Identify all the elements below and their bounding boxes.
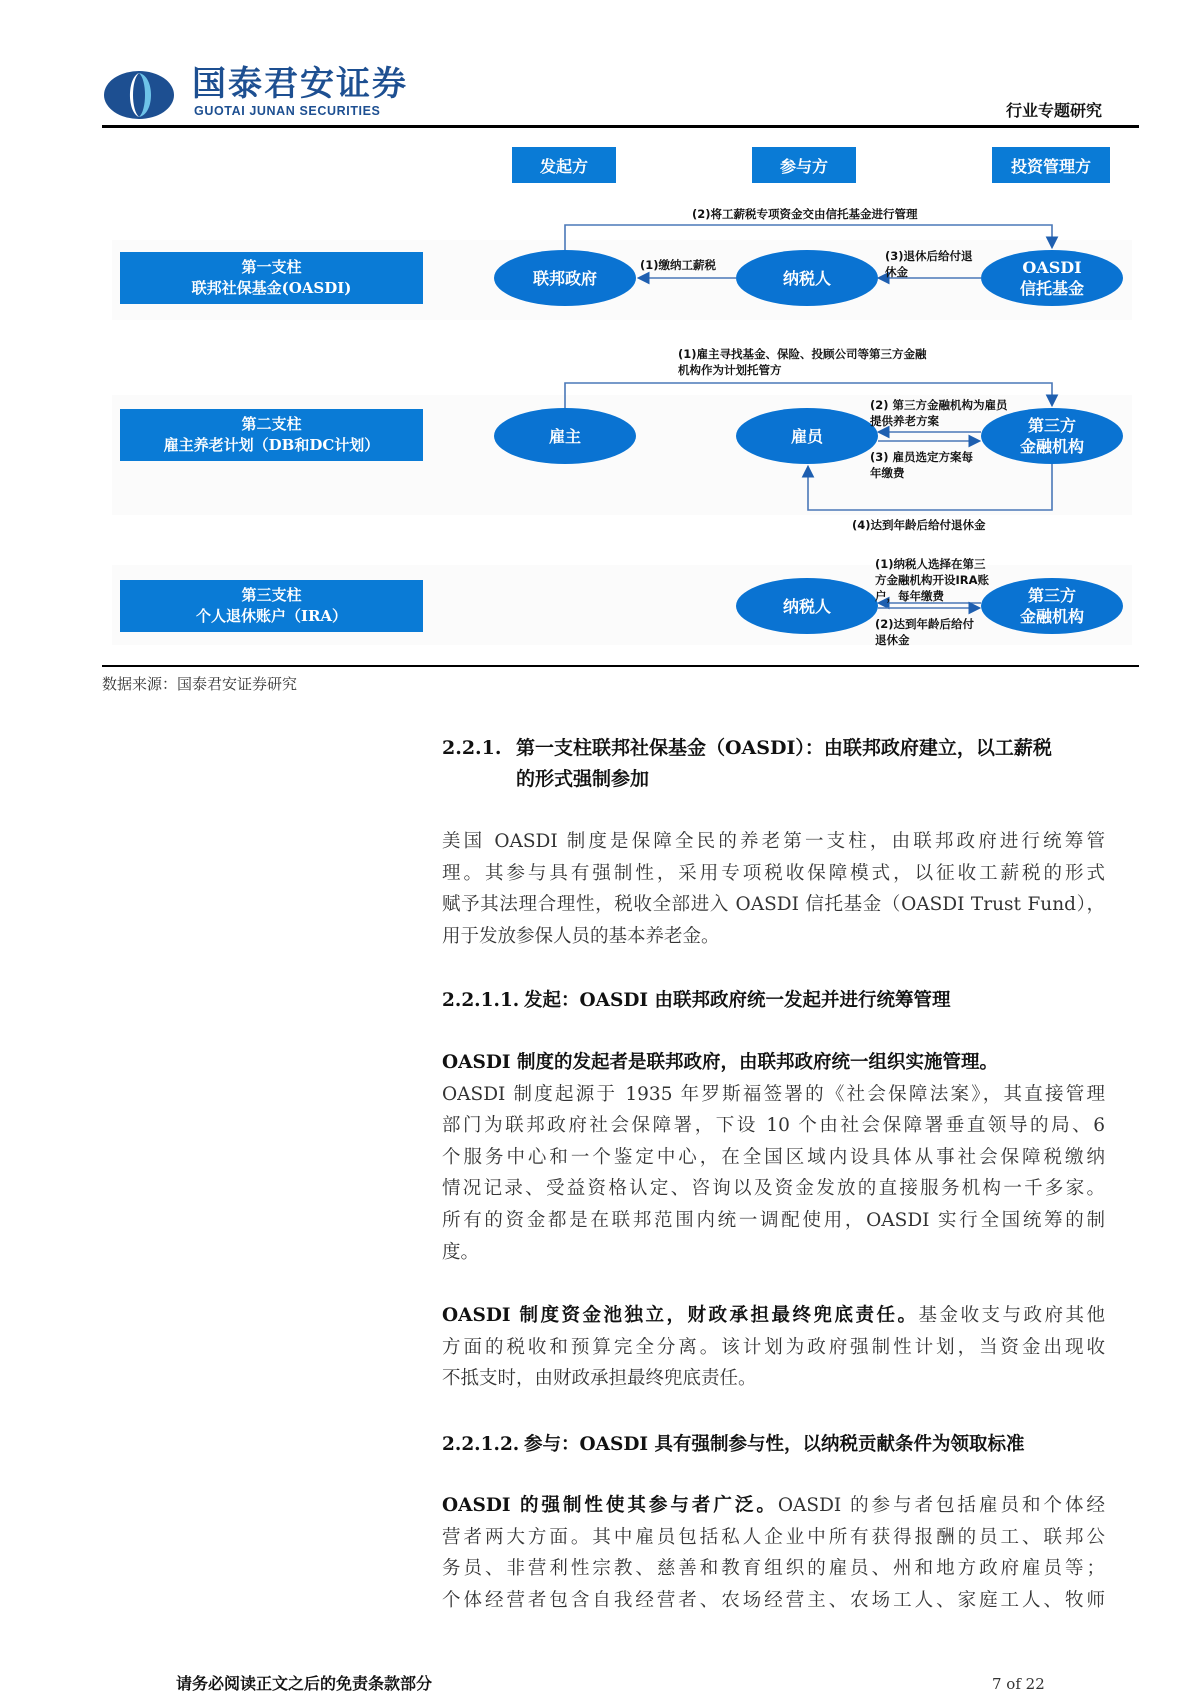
node-federal-government: 联邦政府: [494, 250, 636, 306]
figure-source: 数据来源：国泰君安证券研究: [102, 675, 298, 693]
node-oasdi-trust-fund: [981, 250, 1123, 306]
heading-2-2-1-2: 2.2.1.2. 参与：OASDI 具有强制参与性，以纳税贡献条件为领取标准: [442, 1434, 1025, 1455]
flow-label: (1)纳税人选择在第三 方金融机构开设IRA账 户，每年缴费: [875, 557, 990, 603]
paragraph-fund-pool: OASDI 制度资金池独立，财政承担最终兜底责任。基金收支与政府其他 方面的税收和预算完全分离。该计划为政府强制性计划，当资金出现收 不抵支时，由财政承担最终兜底责任。: [442, 1305, 1105, 1390]
flow-label: (2)将工薪税专项资金交由信托基金进行管理: [692, 207, 918, 221]
pillar-name: 雇主养老计划（DB和DC计划）: [163, 436, 380, 454]
node-label: 第三方: [1027, 586, 1076, 605]
pillar-title: 第二支柱: [241, 415, 302, 433]
footer-disclaimer: 请务必阅读正文之后的免责条款部分: [176, 1674, 433, 1693]
arrow-row1-top: [565, 225, 1052, 250]
flow-label: (1)雇主寻找基金、保险、投顾公司等第三方金融 机构作为计划托管方: [678, 347, 927, 377]
node-taxpayer: 纳税人: [736, 578, 878, 634]
heading-2-2-1-cont: 的形式强制参加: [516, 768, 650, 790]
node-taxpayer: 纳税人: [736, 250, 878, 306]
node-label: 金融机构: [1019, 607, 1084, 626]
column-header-participant: 参与方: [752, 147, 856, 183]
page-number: 7 of 22: [992, 1675, 1045, 1693]
node-label: 信托基金: [1019, 279, 1084, 298]
node-label: 第三方: [1027, 416, 1076, 435]
flow-label: (1)缴纳工薪税: [640, 258, 717, 272]
node-employer: 雇主: [494, 408, 636, 464]
heading-2-2-1-1: 2.2.1.1. 发起：OASDI 由联邦政府统一发起并进行统筹管理: [442, 990, 951, 1011]
report-type: 行业专题研究: [1005, 101, 1102, 120]
flow-label: (2)达到年龄后给付 退休金: [875, 617, 975, 647]
column-header-investment-manager: 投资管理方: [992, 147, 1110, 183]
node-third-party-institution: [981, 578, 1123, 634]
pillar-name: 联邦社保基金(OASDI): [191, 279, 352, 297]
paragraph-oasdi-intro: 美国 OASDI 制度是保障全民的养老第一支柱，由联邦政府进行统筹管 理。其参与具有强制性，采用专项税收保障模式，以征收工薪税的形式 赋予其法理合理性，税收全部进入 OASDI 信托基金（OASDI Trust Fund）， 用于发放参保人员的基本养老金。: [442, 831, 1105, 947]
pillar-name: 个人退休账户（IRA）: [195, 607, 348, 625]
flow-label: (2) 第三方金融机构为雇员 提供养老方案: [870, 398, 1008, 428]
node-employee: 雇员: [736, 408, 878, 464]
node-label: OASDI: [1022, 258, 1082, 277]
heading-2-2-1: 2.2.1. 第一支柱联邦社保基金（OASDI）：由联邦政府建立，以工薪税: [442, 737, 1052, 759]
logo-text-en: GUOTAI JUNAN SECURITIES: [194, 104, 381, 118]
pillar-title: 第一支柱: [241, 258, 302, 276]
logo-text-cn: 国泰君安证券: [192, 64, 408, 104]
paragraph-participants: OASDI 的强制性使其参与者广泛。OASDI 的参与者包括雇员和个体经 营者两大方面。其中雇员包括私人企业中所有获得报酬的员工、联邦公 务员、非营利性宗教、慈善和教育组织的雇员、州和地方政府雇员等； 个体经营者包含自我经营者、农场经营主、农场工人、家庭工人、牧师: [442, 1495, 1106, 1611]
column-header-initiator: 发起方: [512, 147, 616, 183]
flow-label: (4)达到年龄后给付退休金: [852, 518, 986, 532]
paragraph-initiator: OASDI 制度的发起者是联邦政府，由联邦政府统一组织实施管理。 OASDI 制度起源于 1935 年罗斯福签署的《社会保障法案》，其直接管理 部门为联邦政府社会保障署，下设 10 个由社会保障署垂直领导的局、6 个服务中心和一个鉴定中心，在全国区域内设具体从事社会保障税缴纳 情况记录、受益资格认定、咨询以及资金发放的直接服务机构一千多家。 所有的资金都是在联邦范围内统一调配使用，OASDI 实行全国统筹的制 度。: [442, 1052, 1105, 1263]
node-label: 金融机构: [1019, 437, 1084, 456]
flow-label: (3)退休后给付退 休金: [885, 249, 973, 279]
flow-label: (3) 雇员选定方案每 年缴费: [870, 450, 974, 480]
figure-divider: [102, 665, 1139, 667]
pillar-title: 第三支柱: [241, 586, 302, 604]
